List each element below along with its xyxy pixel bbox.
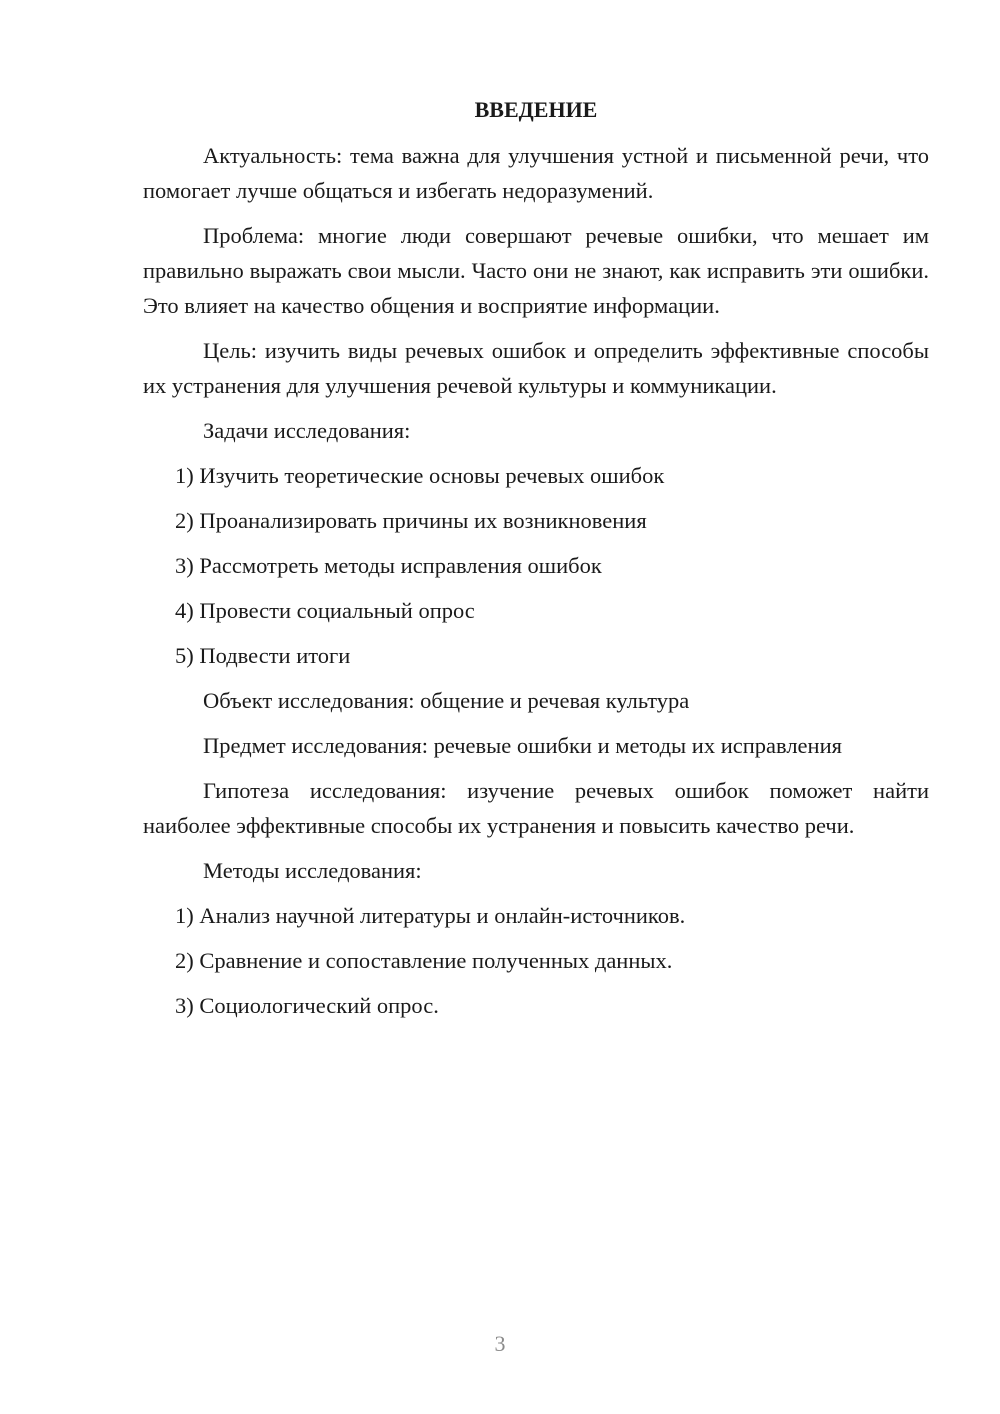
methods-list — [143, 898, 929, 1023]
task-item: 1) Изучить теоретические основы речевых ошибок — [175, 463, 665, 488]
page-number: 3 — [494, 1331, 506, 1356]
tasks-heading: Задачи исследования: — [203, 418, 411, 443]
goal-paragraph: Цель: изучить виды речевых ошибок и определить эффективные способы их устранения для улучшения речевой культуры и коммуникации. — [143, 338, 929, 398]
task-item: 3) Рассмотреть методы исправления ошибок — [175, 553, 602, 578]
hypothesis-paragraph: Гипотеза исследования: изучение речевых ошибок поможет найти наиболее эффективные способы их устранения и повысить качество речи. — [143, 778, 929, 838]
relevance-paragraph: Актуальность: тема важна для улучшения устной и письменной речи, что помогает лучше общаться и избегать недоразумений. — [143, 143, 929, 203]
method-item: 1) Анализ научной литературы и онлайн-источников. — [175, 903, 686, 928]
methods-heading: Методы исследования: — [203, 858, 422, 883]
object-paragraph: Объект исследования: общение и речевая культура — [203, 688, 690, 713]
task-item: 2) Проанализировать причины их возникновения — [175, 508, 647, 533]
method-item: 3) Социологический опрос. — [175, 993, 439, 1018]
task-item: 4) Провести социальный опрос — [175, 598, 475, 623]
subject-paragraph: Предмет исследования: речевые ошибки и методы их исправления — [203, 733, 842, 758]
document-page — [143, 92, 929, 1033]
section-title: ВВЕДЕНИЕ — [474, 97, 598, 122]
method-item: 2) Сравнение и сопоставление полученных данных. — [175, 948, 673, 973]
problem-paragraph: Проблема: многие люди совершают речевые ошибки, что мешает им правильно выражать свои мысли. Часто они не знают, как исправить эти ошибки. Это влияет на качество общения и восприятие информации. — [143, 223, 929, 318]
task-item: 5) Подвести итоги — [175, 643, 351, 668]
tasks-list — [143, 458, 929, 673]
